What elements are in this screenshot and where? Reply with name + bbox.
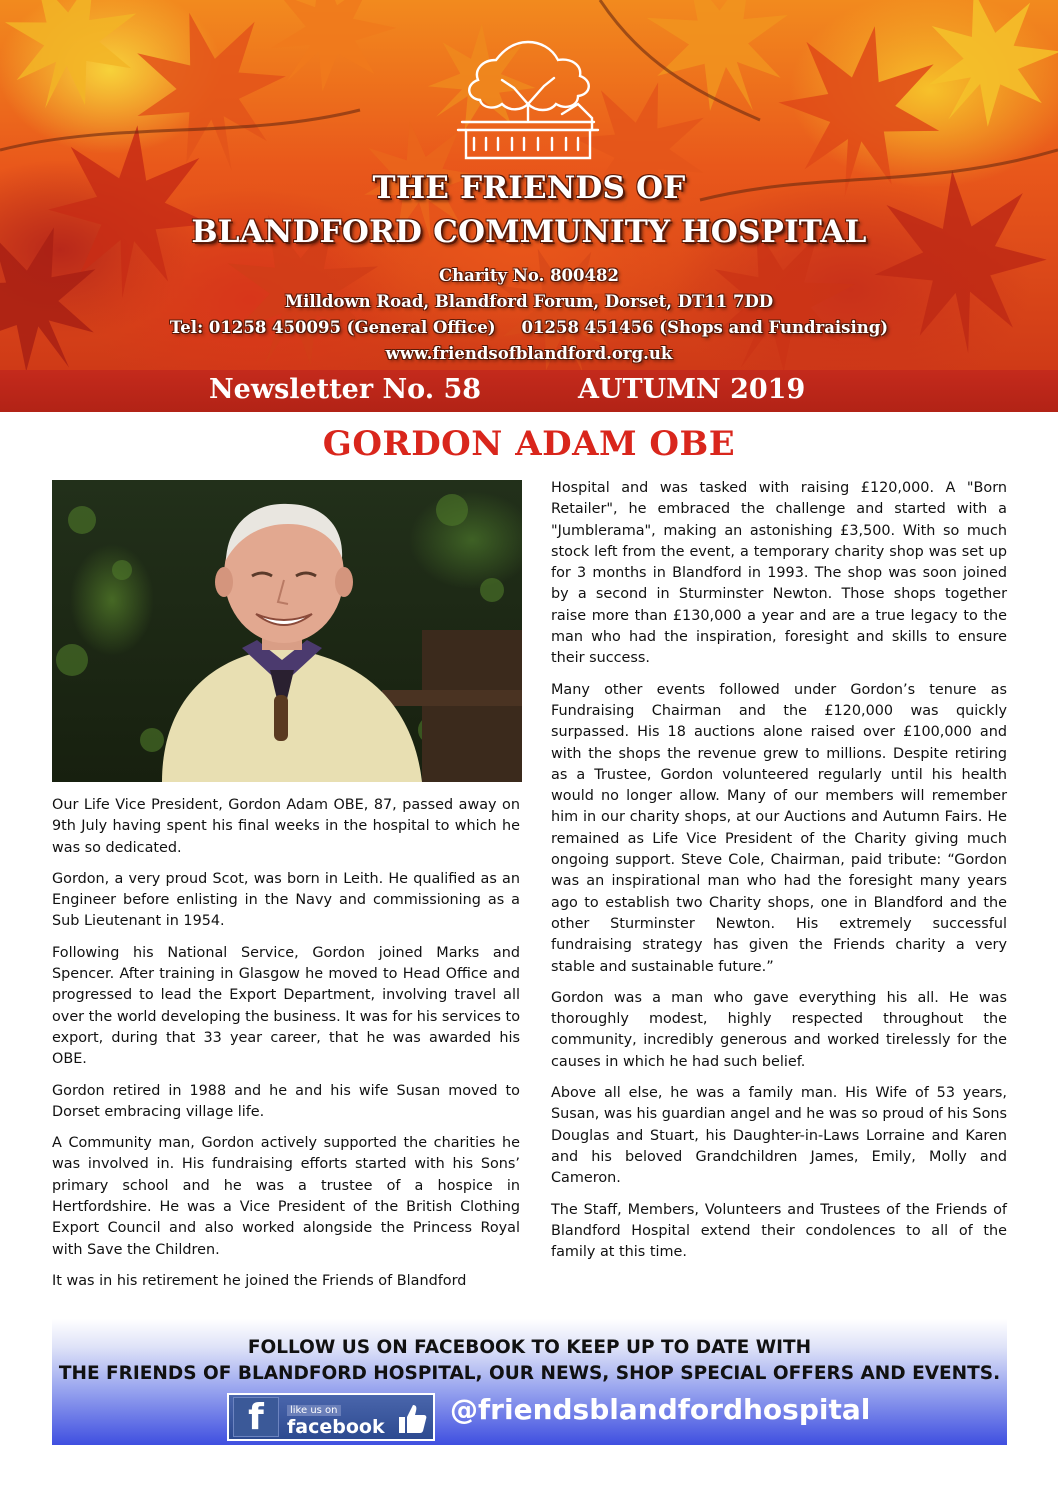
issue-bar (0, 370, 1058, 412)
website-link[interactable]: www.friendsofblandford.org.uk (385, 344, 673, 363)
article-column-right (551, 478, 1007, 1273)
article-headline: GORDON ADAM OBE (322, 424, 736, 464)
newsletter-number: Newsletter No. 58 (209, 374, 482, 405)
charity-number: Charity No. 800482 (439, 266, 619, 285)
newsletter-season: AUTUMN 2019 (578, 374, 806, 405)
facebook-like-badge[interactable] (227, 1393, 435, 1441)
article-paragraph: It was in his retirement he joined the Friends of Blandford (52, 1272, 467, 1289)
facebook-promo-footer (52, 1319, 1007, 1445)
article-paragraph: Hospital and was tasked with raising £120,000. A "Born Retailer", he embraced the challenge and started with a "Jumblerama", making an astonishing £3,500. With so much stock left from the event, a temporary charity shop was set up for 3 months in Blandford in 1993. The shop was soon joined by a second in Sturminster Newton. Those shops together raise more than £130,000 a year and are a true legacy to the man who had the inspiration, foresight and skills to ensure their success. (551, 480, 1007, 667)
article-paragraph: Above all else, he was a family man. His Wife of 53 years, Susan, was his guardian angel and he was so proud of his Sons Douglas and Stuart, his Daughter-in-Laws Lorraine and Karen and his beloved Grandchildren James, Emily, Molly and Cameron. (551, 1085, 1007, 1187)
article-paragraph: Gordon, a very proud Scot, was born in Leith. He qualified as an Engineer before enlisting in the Navy and commissioning as a Sub Lieutenant in 1954. (52, 870, 520, 930)
telephone-line (0, 318, 1058, 337)
tree-over-hospital-building-icon (452, 34, 604, 162)
article-paragraph: Following his National Service, Gordon joined Marks and Spencer. After training in Glasgow he moved to Head Office and progressed to lead the Export Department, involving travel all over the world developing the business. It was for his services to export, during that 33 year career, that he was awarded his OBE. (52, 944, 520, 1068)
facebook-f-icon: f (233, 1397, 279, 1437)
article-paragraph: Our Life Vice President, Gordon Adam OBE, 87, passed away on 9th July having spent his final weeks in the hospital to which he was so dedicated. (52, 797, 520, 856)
organisation-title-line-1: THE FRIENDS OF (372, 170, 686, 206)
article-paragraph: A Community man, Gordon actively supported the charities he was involved in. His fundraising efforts started with his Sons’ primary school and he was a trustee of a hospice in Hertfordshire. He was a Vice President of the British Clothing Export Council and also worked alongside the Princess Royal with Save the Children. (52, 1135, 520, 1258)
address: Milldown Road, Blandford Forum, Dorset, DT11 7DD (284, 292, 774, 311)
footer-line-1: FOLLOW US ON FACEBOOK TO KEEP UP TO DATE WITH (247, 1337, 812, 1358)
article-paragraph: Gordon retired in 1988 and he and his wife Susan moved to Dorset embracing village life. (52, 1082, 520, 1120)
article-paragraph: The Staff, Members, Volunteers and Trustees of the Friends of Blandford Hospital extend their condolences to all of the family at this time. (551, 1201, 1007, 1261)
facebook-badge-small-text: like us on (287, 1405, 341, 1416)
article-column-left (52, 795, 520, 1302)
facebook-badge-text (287, 1398, 385, 1437)
thumbs-up-icon (397, 1401, 427, 1435)
facebook-handle[interactable]: @friendsblandfordhospital (450, 1393, 871, 1426)
article-paragraph: Many other events followed under Gordon’s tenure as Fundraising Chairman and the £120,000 was quickly surpassed. His 18 auctions alone raised over £100,000 and with the shops the revenue grew to millions. Despite retiring as a Trustee, Gordon volunteered regularly until his health would no longer allow. Many of our members will remember him in our charity shops, at our Auctions and Autumn Fairs. He remained as Life Vice President of the Charity giving much ongoing support. Steve Cole, Chairman, paid tribute: “Gordon was an inspirational man who had the foresight many years ago to establish two Charity shops, one in Blandford and the other Sturminster Newton. His extremely successful fundraising strategy has given the Friends charity a very stable and sustainable future.” (551, 681, 1007, 975)
telephone-shops-fundraising: 01258 451456 (Shops and Fundraising) (521, 318, 889, 337)
telephone-general-office: Tel: 01258 450095 (General Office) (169, 318, 496, 337)
header-banner (0, 0, 1058, 370)
portrait-photo (52, 480, 522, 782)
organisation-title-line-2: BLANDFORD COMMUNITY HOSPITAL (191, 214, 867, 250)
facebook-badge-wordmark: facebook (287, 1415, 385, 1438)
article-paragraph: Gordon was a man who gave everything his all. He was thoroughly modest, highly respected throughout the community, incredibly generous and worked tirelessly for the causes in which he had such belief. (551, 989, 1007, 1070)
footer-line-2: THE FRIENDS OF BLANDFORD HOSPITAL, OUR NEWS, SHOP SPECIAL OFFERS AND EVENTS. (58, 1363, 1001, 1384)
